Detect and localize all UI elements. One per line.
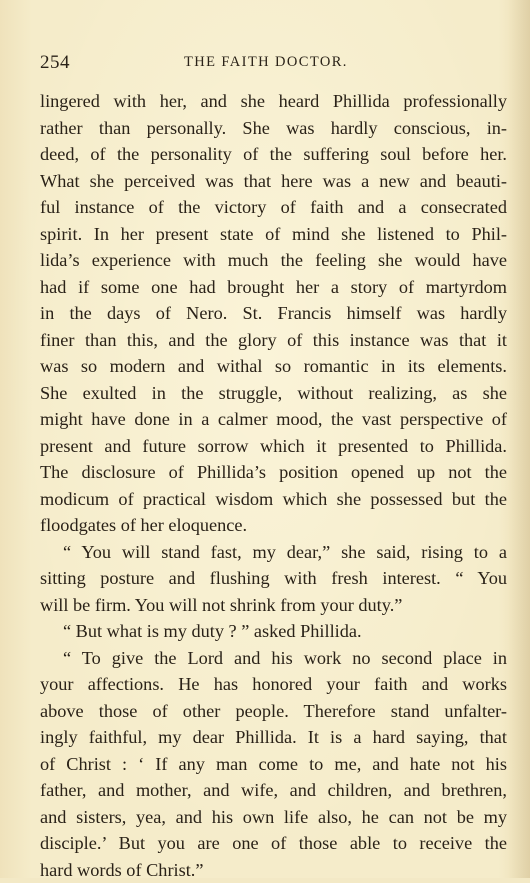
text-line: of Christ : ‘ If any man come to me, and hate not his bbox=[40, 751, 507, 778]
text-line: father, and mother, and wife, and children, and brethren, bbox=[40, 777, 507, 804]
text-line: had if some one had brought her a story of martyrdom bbox=[40, 274, 507, 301]
running-title: THE FAITH DOCTOR. bbox=[184, 54, 348, 71]
text-line: might have done in a calmer mood, the vast perspective of bbox=[40, 406, 507, 433]
page-header bbox=[40, 52, 502, 76]
text-line: was so modern and withal so romantic in its elements. bbox=[40, 353, 507, 380]
text-line: “ To give the Lord and his work no second place in bbox=[40, 645, 507, 672]
text-line: above those of other people. Therefore stand unfalter- bbox=[40, 698, 507, 725]
body-text bbox=[40, 88, 507, 883]
text-line: sitting posture and flushing with fresh interest. “ You bbox=[40, 565, 507, 592]
text-line: What she perceived was that here was a new and beauti- bbox=[40, 168, 507, 195]
text-line: your affections. He has honored your faith and works bbox=[40, 671, 507, 698]
text-line: lingered with her, and she heard Phillida professionally bbox=[40, 88, 507, 115]
text-line: in the days of Nero. St. Francis himself was hardly bbox=[40, 300, 507, 327]
text-line: floodgates of her eloquence. bbox=[40, 512, 507, 539]
text-line: ful instance of the victory of faith and a consecrated bbox=[40, 194, 507, 221]
text-line: will be firm. You will not shrink from your duty.” bbox=[40, 592, 507, 619]
page-number: 254 bbox=[40, 52, 70, 74]
text-line: finer than this, and the glory of this instance was that it bbox=[40, 327, 507, 354]
text-line: She exulted in the struggle, without realizing, as she bbox=[40, 380, 507, 407]
text-line: and sisters, yea, and his own life also, he can not be my bbox=[40, 804, 507, 831]
text-line: deed, of the personality of the suffering soul before her. bbox=[40, 141, 507, 168]
text-line: rather than personally. She was hardly conscious, in- bbox=[40, 115, 507, 142]
text-line: lida’s experience with much the feeling she would have bbox=[40, 247, 507, 274]
text-line: modicum of practical wisdom which she possessed but the bbox=[40, 486, 507, 513]
text-line: spirit. In her present state of mind she listened to Phil- bbox=[40, 221, 507, 248]
text-line: present and future sorrow which it presented to Phillida. bbox=[40, 433, 507, 460]
text-line: “ But what is my duty ? ” asked Phillida. bbox=[40, 618, 507, 645]
text-line: ingly faithful, my dear Phillida. It is a hard saying, that bbox=[40, 724, 507, 751]
text-line: “ You will stand fast, my dear,” she said, rising to a bbox=[40, 539, 507, 566]
text-line: hard words of Christ.” bbox=[40, 857, 507, 883]
text-line: disciple.’ But you are one of those able to receive the bbox=[40, 830, 507, 857]
page-edge-shadow bbox=[508, 0, 530, 878]
text-line: The disclosure of Phillida’s position opened up not the bbox=[40, 459, 507, 486]
